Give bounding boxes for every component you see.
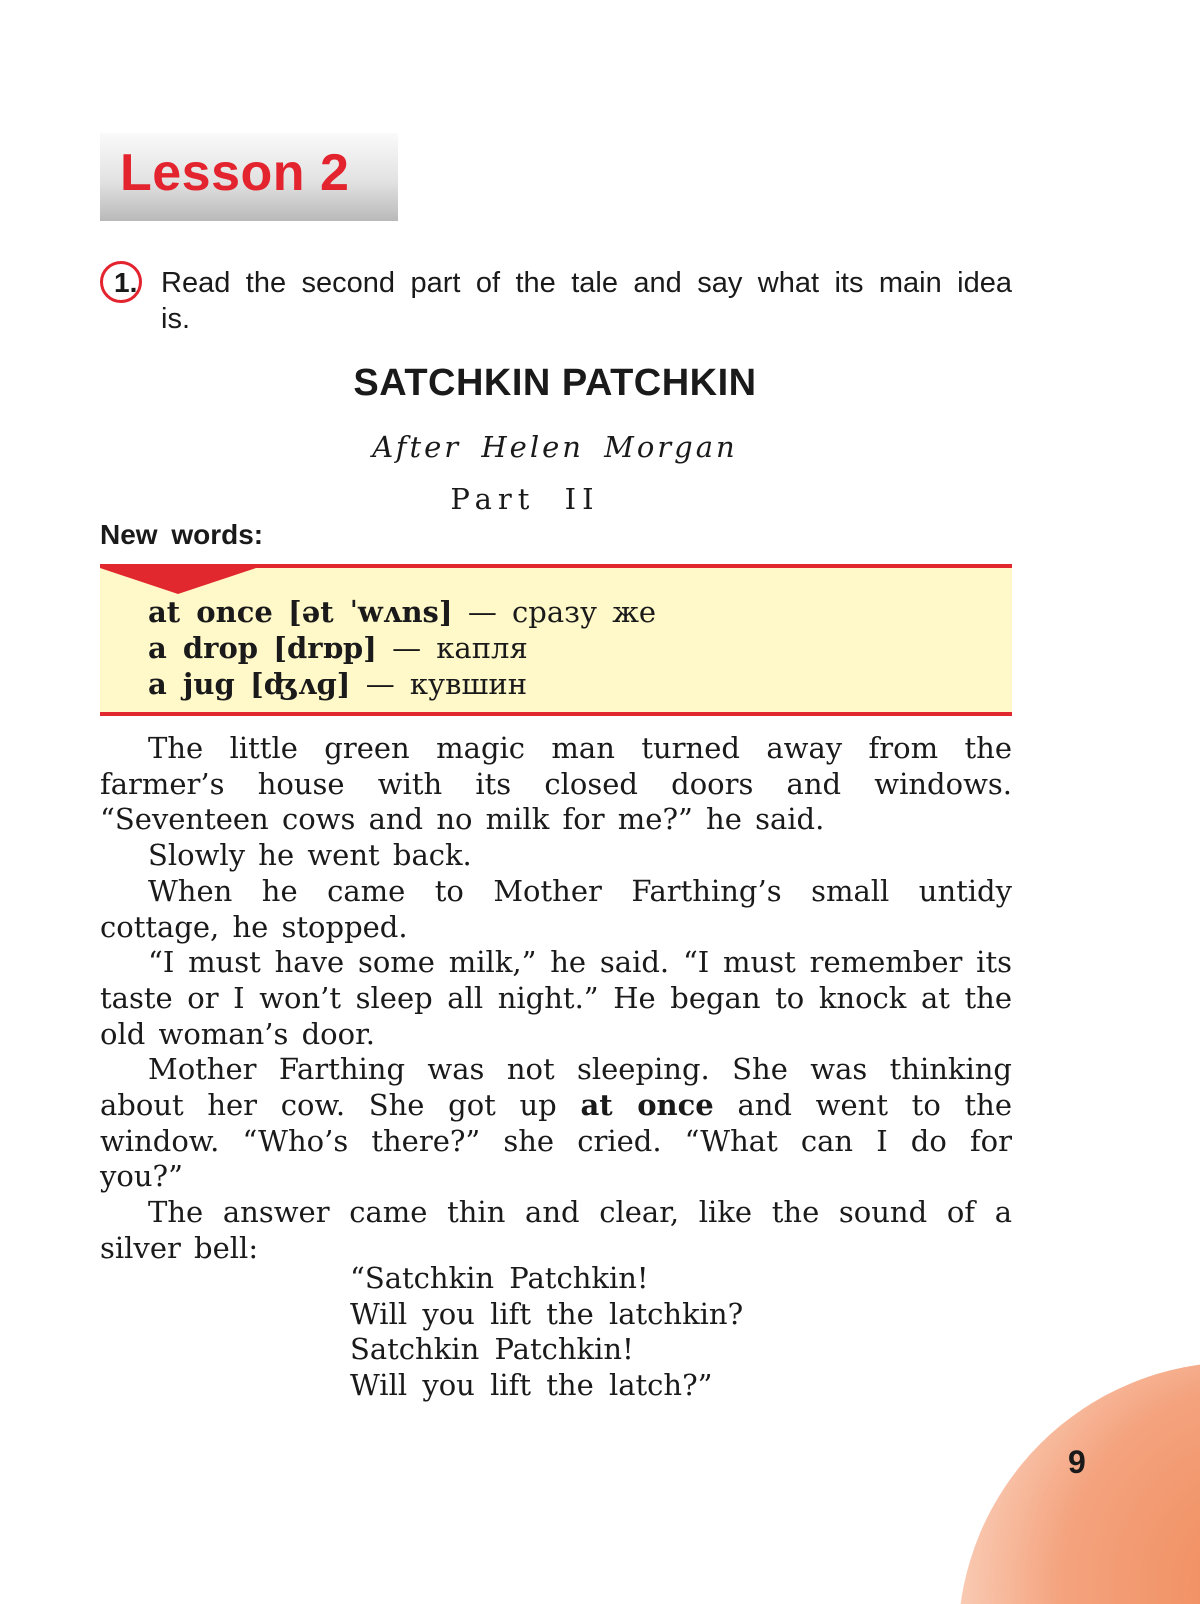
paragraph: When he came to Mother Farthing’s small untidy cottage, he stopped. <box>100 873 1012 944</box>
vocab-word: a jug <box>148 667 235 701</box>
page-number: 9 <box>1068 1444 1086 1480</box>
highlighted-word: at once <box>580 1088 714 1123</box>
story-title: SATCHKIN PATCHKIN <box>353 362 757 404</box>
vocab-transcription: [ət ˈwʌns] <box>288 595 453 629</box>
poem <box>350 1261 743 1404</box>
vocab-item <box>148 594 656 630</box>
paragraph: “I must have some milk,” he said. “I must remember its taste or I won’t sleep all night.” He began to knock at the old woman’s door. <box>100 945 1012 1051</box>
poem-line: Will you lift the latch?” <box>350 1368 713 1403</box>
paragraph-text: Mother Farthing was not sleeping. She was thinking about her cow. She got up <box>100 1052 1012 1123</box>
story-author: After Helen Morgan <box>372 430 738 464</box>
lesson-header <box>100 133 398 221</box>
vocabulary-pointer-icon <box>100 568 256 594</box>
poem-line: “Satchkin Patchkin! <box>350 1261 649 1295</box>
story-part: Part II <box>450 482 600 516</box>
vocab-word: a drop <box>148 631 259 665</box>
vocab-translation: — сразу же <box>467 595 657 629</box>
paragraph: The little green magic man turned away from the farmer’s house with its closed doors and windows. “Seventeen cows and no milk for me?” he said. <box>100 731 1012 837</box>
lesson-title: Lesson 2 <box>120 144 350 202</box>
vocabulary-list <box>148 594 656 702</box>
vocab-transcription: [ʤʌɡ] <box>249 667 351 701</box>
task-number: 1. <box>114 267 138 298</box>
vocab-transcription: [drɒp] <box>273 631 377 665</box>
paragraph <box>100 1052 1012 1195</box>
story-text <box>100 731 1012 1267</box>
vocab-item <box>148 666 656 702</box>
vocab-word: at once <box>148 595 273 629</box>
task-instruction: Read the second part of the tale and say what its main idea is. <box>161 267 1012 335</box>
poem-line: Will you lift the latchkin? <box>350 1296 744 1331</box>
paragraph: The answer came thin and clear, like the sound of a silver bell: <box>100 1195 1012 1265</box>
new-words-heading: New words: <box>100 519 264 550</box>
poem-line: Satchkin Patchkin! <box>350 1332 634 1367</box>
vocab-translation: — кувшин <box>365 667 528 701</box>
page-corner-decoration <box>958 1362 1200 1604</box>
paragraph: Slowly he went back. <box>148 838 472 873</box>
vocab-translation: — капля <box>392 631 528 665</box>
task-number-circle <box>100 261 142 303</box>
vocabulary-box <box>100 564 1012 716</box>
paragraph-text: and went to the window. “Who’s there?” she cried. “What can I do for you?” <box>100 1088 1012 1194</box>
vocab-item <box>148 630 656 666</box>
